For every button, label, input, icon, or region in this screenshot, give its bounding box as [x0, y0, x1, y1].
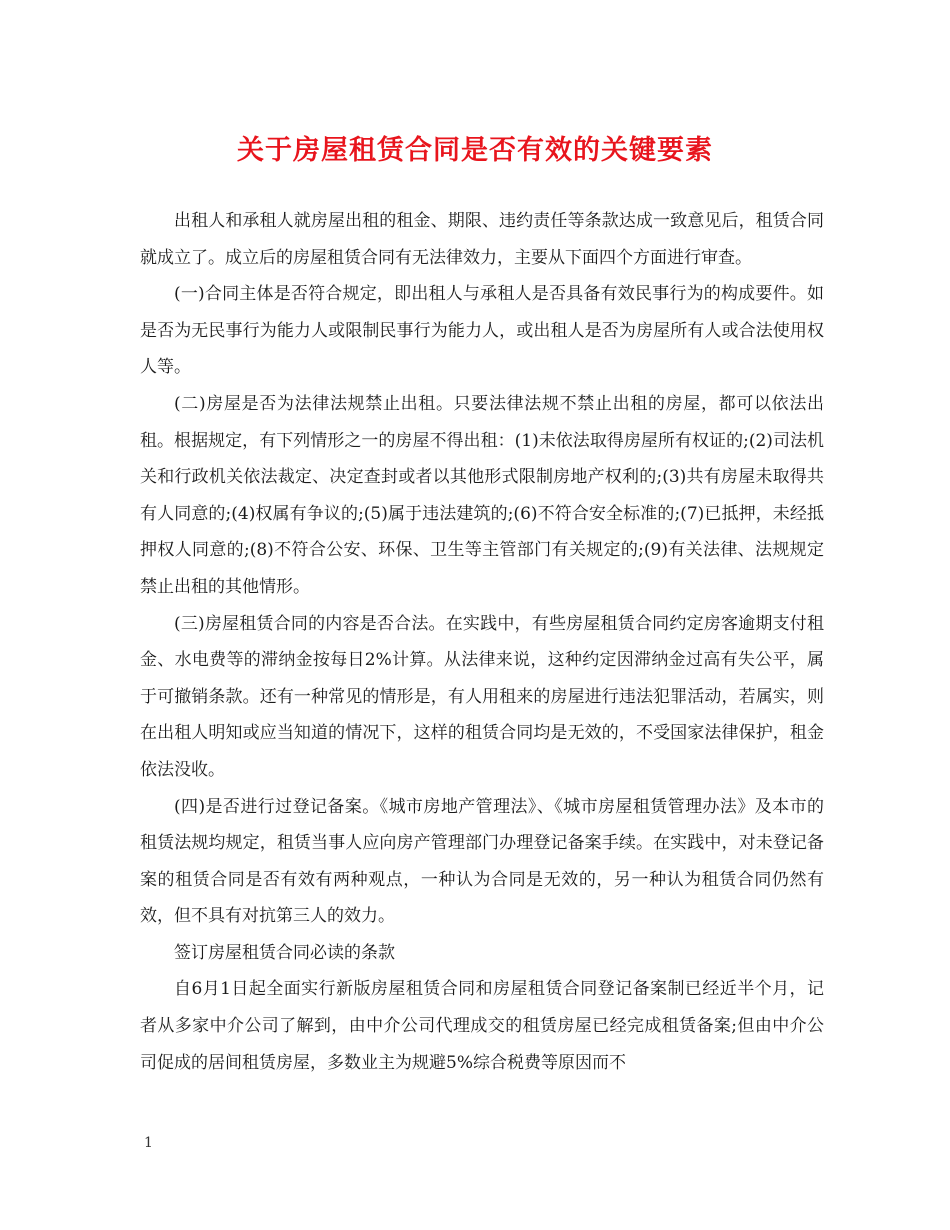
- document-body: [140, 203, 824, 1081]
- paragraph-section-3: (三)房屋租赁合同的内容是否合法。在实践中，有些房屋租赁合同约定房客逾期支付租金、水电费等的滞纳金按每日2%计算。从法律来说，这种约定因滞纳金过高有失公平，属于可撤销条款。还有一种常见的情形是，有人用租来的房屋进行违法犯罪活动，若属实，则在出租人明知或应当知道的情况下，这样的租赁合同均是无效的，不受国家法律保护，租金依法没收。: [140, 613, 824, 780]
- paragraph-section-4: (四)是否进行过登记备案。《城市房地产管理法》、《城市房屋租赁管理办法》及本市的租赁法规均规定，租赁当事人应向房产管理部门办理登记备案手续。在实践中，对未登记备案的租赁合同是否有效有两种观点，一种认为合同是无效的，另一种认为租赁合同仍然有效，但不具有对抗第三人的效力。: [140, 796, 824, 927]
- page-number: 1: [144, 1135, 153, 1151]
- document-title: 关于房屋租赁合同是否有效的关键要素: [237, 135, 713, 166]
- paragraph-intro: 出租人和承租人就房屋出租的租金、期限、违约责任等条款达成一致意见后，租赁合同就成立了。成立后的房屋租赁合同有无法律效力，主要从下面四个方面进行审查。: [140, 211, 824, 268]
- paragraph-section-1: (一)合同主体是否符合规定，即出租人与承租人是否具备有效民事行为的构成要件。如是否为无民事行为能力人或限制民事行为能力人，或出租人是否为房屋所有人或合法使用权人等。: [140, 284, 824, 378]
- paragraph-news: 自6月1日起全面实行新版房屋租赁合同和房屋租赁合同登记备案制已经近半个月，记者从多家中介公司了解到，由中介公司代理成交的租赁房屋已经完成租赁备案;但由中介公司促成的居间租赁房屋，多数业主为规避5%综合税费等原因而不: [140, 979, 824, 1073]
- section-heading: 签订房屋租赁合同必读的条款: [174, 942, 395, 963]
- paragraph-section-2: (二)房屋是否为法律法规禁止出租。只要法律法规不禁止出租的房屋，都可以依法出租。根据规定，有下列情形之一的房屋不得出租：(1)未依法取得房屋所有权证的;(2)司法机关和行政机关依法裁定、决定查封或者以其他形式限制房地产权利的;(3)共有房屋未取得共有人同意的;(4)权属有争议的;(5)属于违法建筑的;(6)不符合安全标准的;(7)已抵押，未经抵押权人同意的;(8)不符合公安、环保、卫生等主管部门有关规定的;(9)有关法律、法规规定禁止出租的其他情形。: [140, 393, 824, 597]
